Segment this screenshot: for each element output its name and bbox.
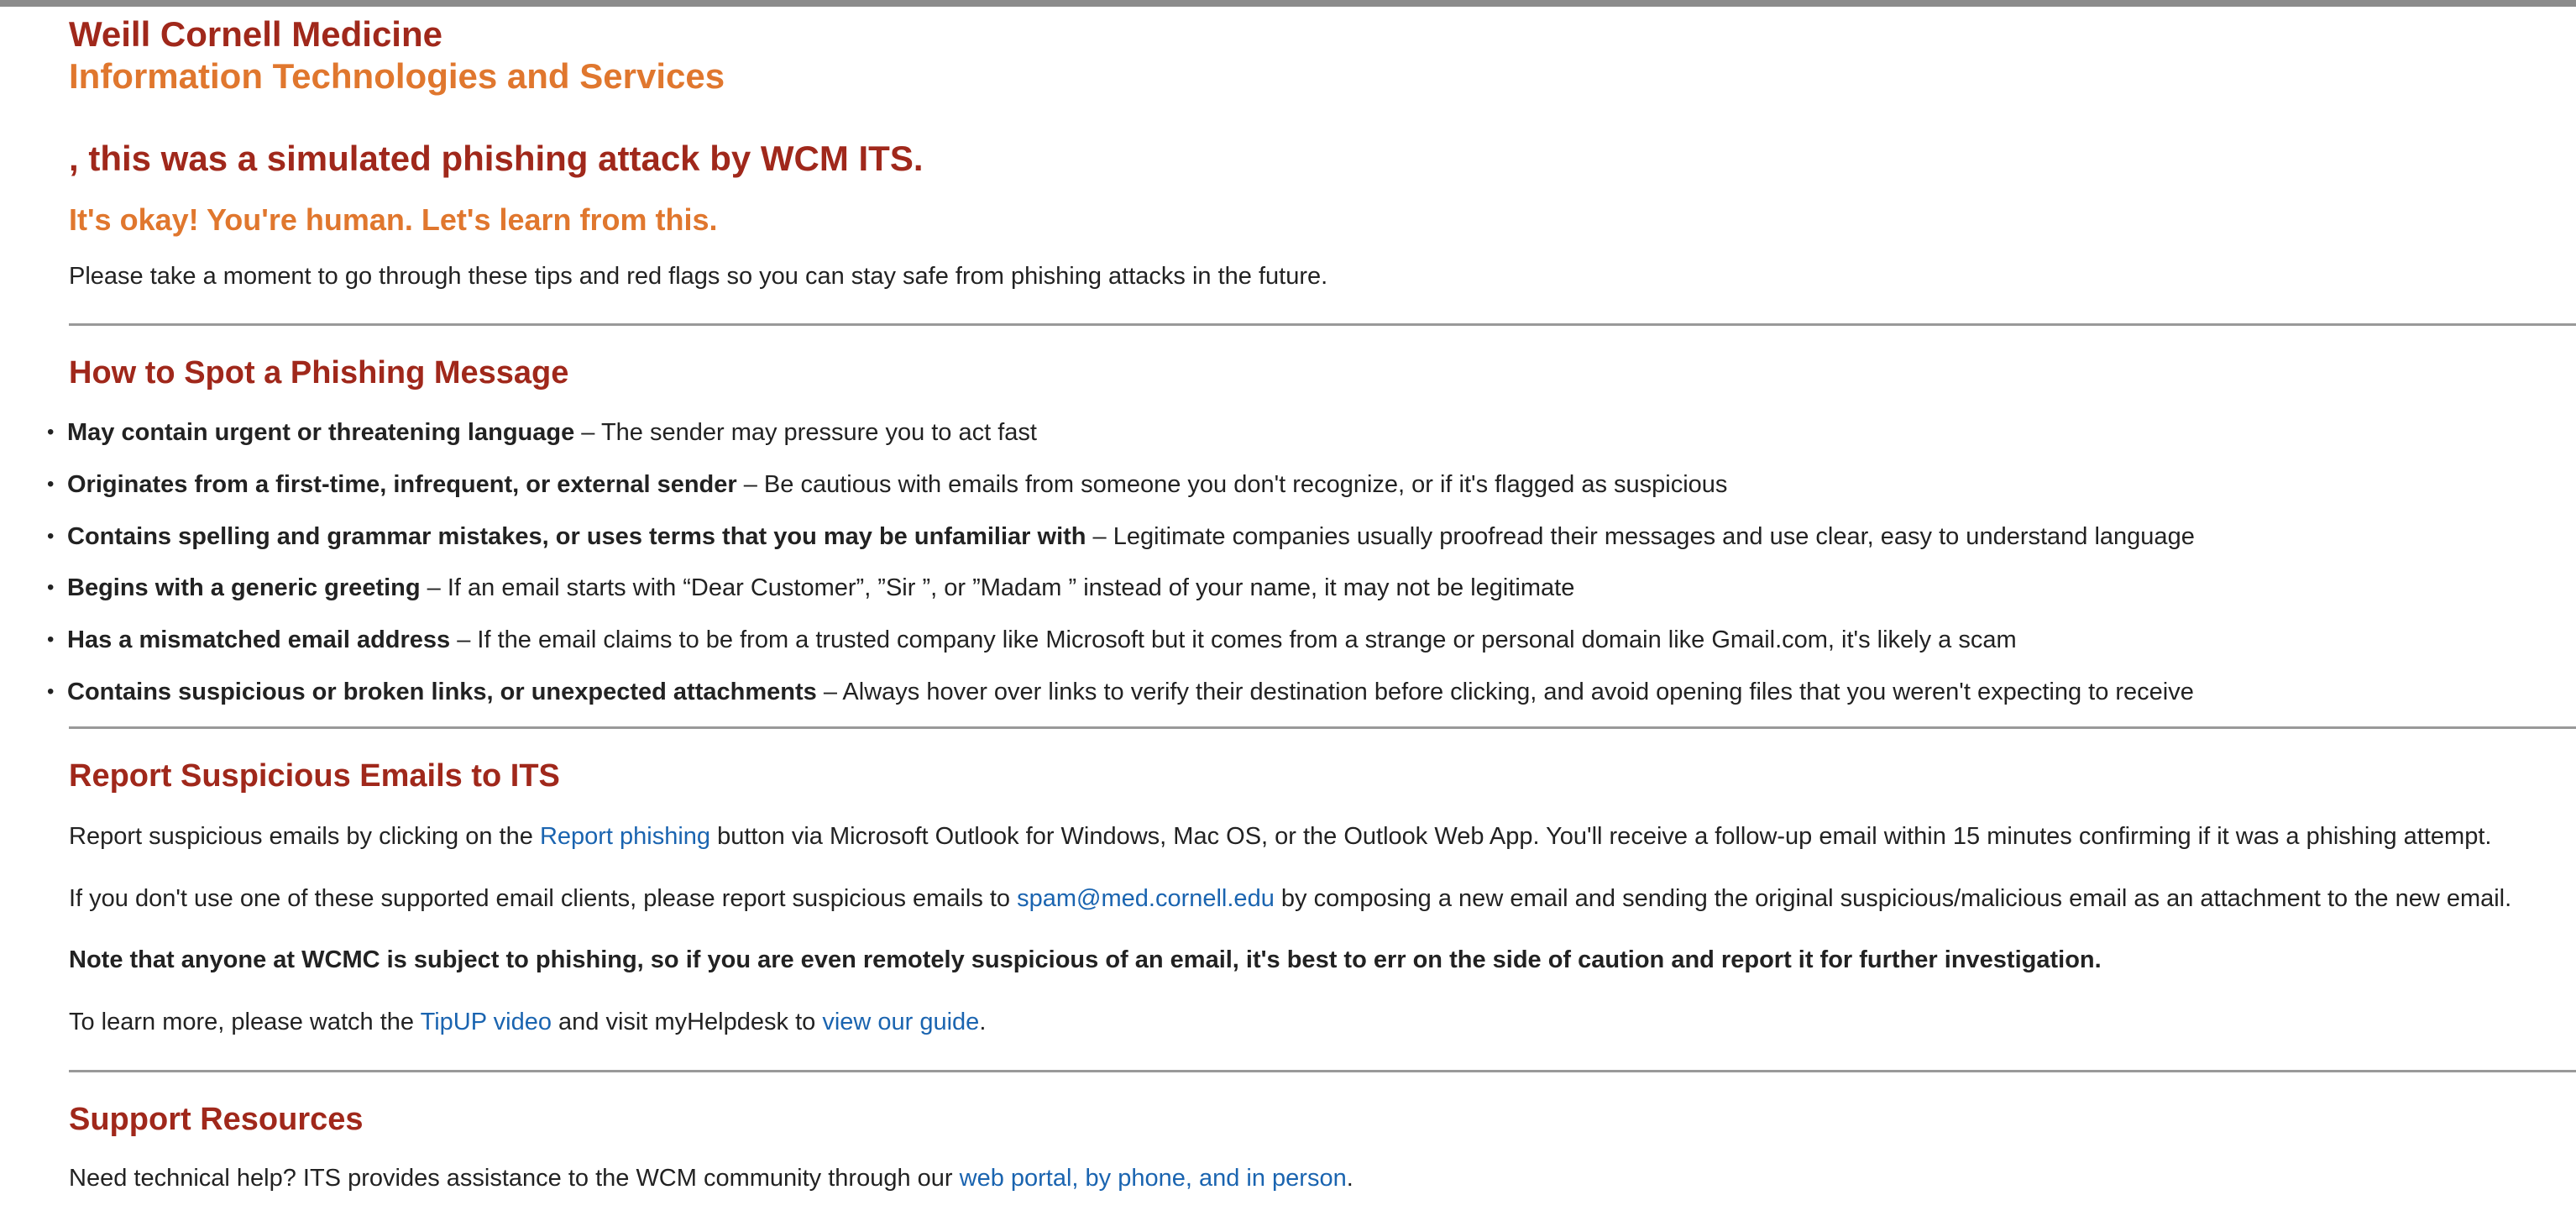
support-paragraph bbox=[69, 1166, 1353, 1191]
support-section-title: Support Resources bbox=[69, 1102, 364, 1137]
spam-paragraph bbox=[69, 886, 2511, 911]
text: button via Microsoft Outlook for Windows, Mac OS, or the Outlook Web App. You'll receive a follow-up email within 15 minutes confirming if it was a phishing attempt. bbox=[710, 823, 2492, 850]
list-item bbox=[0, 575, 1574, 600]
list-item bbox=[0, 524, 2195, 549]
flag-description: – If an email starts with “Dear Customer”, ”Sir ”, or ”Madam ” instead of your name, it may not be legitimate bbox=[420, 574, 1575, 601]
support-link[interactable]: web portal, by phone, and in person bbox=[959, 1165, 1347, 1192]
report-section-title: Report Suspicious Emails to ITS bbox=[69, 758, 560, 794]
text: . bbox=[979, 1009, 987, 1035]
top-bar bbox=[0, 0, 2576, 7]
report-paragraph bbox=[69, 824, 2491, 849]
flag-title: Originates from a first-time, infrequent, or external sender bbox=[67, 471, 737, 498]
list-item bbox=[0, 627, 2017, 653]
divider bbox=[69, 726, 2576, 729]
list-item bbox=[0, 420, 1037, 445]
list-item bbox=[0, 679, 2194, 705]
list-item bbox=[0, 472, 1727, 497]
learn-more-paragraph bbox=[69, 1009, 986, 1035]
spot-section-title: How to Spot a Phishing Message bbox=[69, 355, 569, 390]
view-guide-link[interactable]: view our guide bbox=[822, 1009, 980, 1035]
text: Report suspicious emails by clicking on the bbox=[69, 823, 540, 850]
tipup-video-link[interactable]: TipUP video bbox=[420, 1009, 552, 1035]
divider bbox=[69, 1070, 2576, 1072]
text: Need technical help? ITS provides assistance to the WCM community through our bbox=[69, 1165, 960, 1192]
spam-email-link[interactable]: spam@med.cornell.edu bbox=[1017, 885, 1275, 912]
flag-title: Begins with a generic greeting bbox=[67, 574, 421, 601]
flag-title: Has a mismatched email address bbox=[67, 626, 451, 653]
flag-description: – Always hover over links to verify their destination before clicking, and avoid opening files that you weren't expecting to receive bbox=[816, 679, 2194, 705]
divider bbox=[69, 323, 2576, 326]
report-phishing-link[interactable]: Report phishing bbox=[539, 823, 711, 850]
flag-description: – Legitimate companies usually proofread their messages and use clear, easy to understand language bbox=[1086, 523, 2195, 550]
flag-title: Contains suspicious or broken links, or unexpected attachments bbox=[67, 679, 817, 705]
flag-description: – The sender may pressure you to act fast bbox=[574, 419, 1037, 446]
reassurance-subheadline: It's okay! You're human. Let's learn from this. bbox=[69, 202, 718, 237]
text: If you don't use one of these supported email clients, please report suspicious emails to bbox=[69, 885, 1018, 912]
text: To learn more, please watch the bbox=[69, 1009, 421, 1035]
text: by composing a new email and sending the original suspicious/malicious email as an attachment to the new email. bbox=[1274, 885, 2512, 912]
caution-note: Note that anyone at WCMC is subject to phishing, so if you are even remotely suspicious of an email, it's best to err on the side of caution and report it for further investigation. bbox=[69, 946, 2102, 973]
phishing-headline: , this was a simulated phishing attack by WCM ITS. bbox=[69, 139, 924, 178]
text: and visit myHelpdesk to bbox=[551, 1009, 823, 1035]
org-name: Weill Cornell Medicine bbox=[69, 14, 442, 54]
flag-description: – Be cautious with emails from someone you don't recognize, or if it's flagged as suspicious bbox=[736, 471, 1728, 498]
flag-title: Contains spelling and grammar mistakes, or uses terms that you may be unfamiliar with bbox=[67, 523, 1086, 550]
flag-title: May contain urgent or threatening language bbox=[67, 419, 575, 446]
intro-text: Please take a moment to go through these tips and red flags so you can stay safe from phishing attacks in the future. bbox=[69, 263, 1328, 290]
text: . bbox=[1346, 1165, 1353, 1192]
flag-description: – If the email claims to be from a trusted company like Microsoft but it comes from a strange or personal domain like Gmail.com, it's likely a scam bbox=[450, 626, 2017, 653]
dept-name: Information Technologies and Services bbox=[69, 56, 725, 96]
